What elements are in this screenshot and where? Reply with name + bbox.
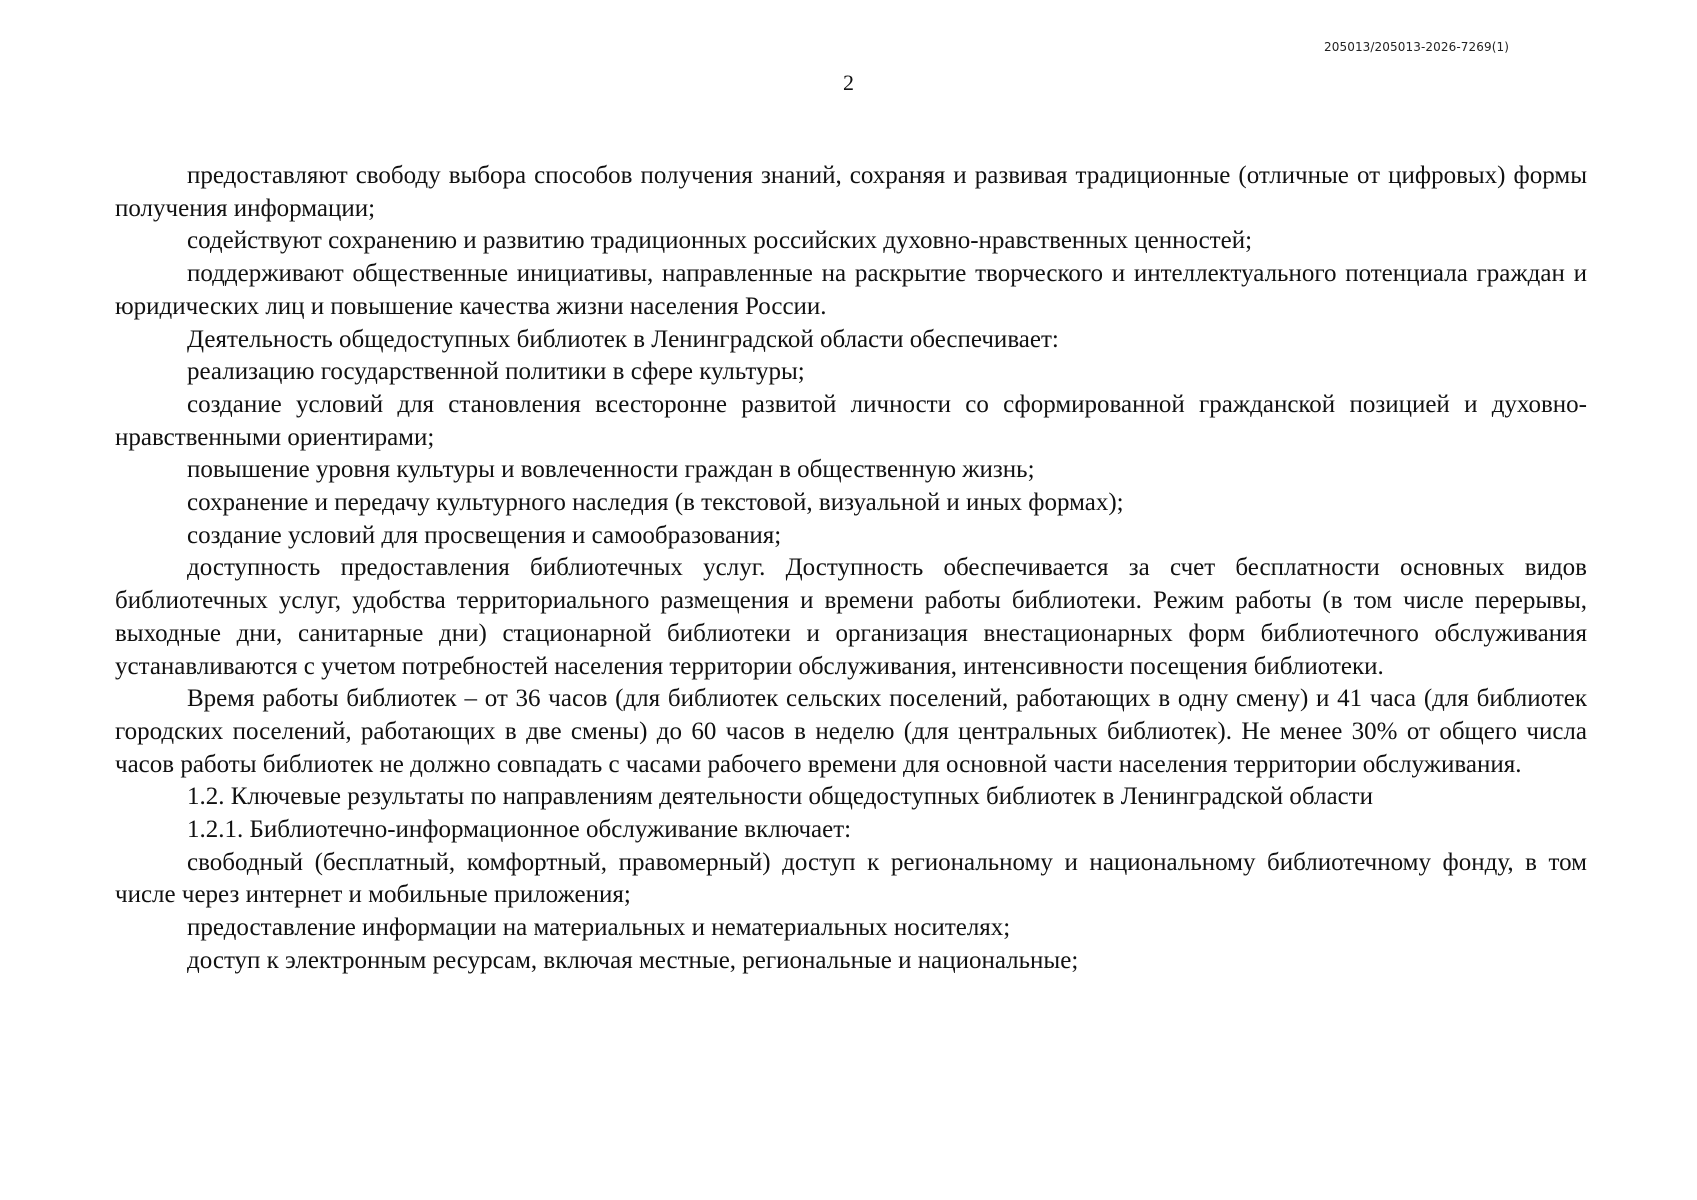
paragraph: повышение уровня культуры и вовлеченности граждан в общественную жизнь;	[187, 456, 1035, 484]
paragraph: сохранение и передачу культурного наследия (в текстовой, визуальной и иных формах);	[187, 489, 1124, 517]
paragraph: Время работы библиотек – от 36 часов (для библиотек сельских поселений, работающих в одну смену) и 41 часа (для библиотек городских поселений, работающих в две смены) до 60 часов в неделю (для центральных библиотек). Не менее 30% от общего числа часов работы библиотек не должно совпадать с часами рабочего времени для основной части населения территории обслуживания.	[115, 685, 1587, 778]
paragraph: Деятельность общедоступных библиотек в Ленинградской области обеспечивает:	[187, 325, 1059, 353]
page-number: 2	[843, 70, 854, 95]
paragraph: создание условий для просвещения и самообразования;	[187, 521, 782, 549]
section-heading: 1.2. Ключевые результаты по направлениям деятельности общедоступных библиотек в Ленинградской области	[187, 783, 1373, 811]
subsection-heading: 1.2.1. Библиотечно-информационное обслуживание включает:	[187, 816, 852, 844]
paragraph: реализацию государственной политики в сфере культуры;	[187, 358, 805, 386]
paragraph: создание условий для становления всесторонне развитой личности со сформированной гражданской позицией и духовно-нравственными ориентирами;	[115, 390, 1587, 451]
paragraph: свободный (бесплатный, комфортный, правомерный) доступ к региональному и национальному библиотечному фонду, в том числе через интернет и мобильные приложения;	[115, 848, 1587, 909]
paragraph: предоставление информации на материальных и нематериальных носителях;	[187, 914, 1011, 942]
document-id: 205013/205013-2026-7269(1)	[1324, 40, 1509, 54]
paragraph: поддерживают общественные инициативы, направленные на раскрытие творческого и интеллектуального потенциала граждан и юридических лиц и повышение качества жизни населения России.	[115, 260, 1587, 320]
paragraph: доступ к электронным ресурсам, включая местные, региональные и национальные;	[187, 946, 1079, 974]
paragraph: доступность предоставления библиотечных услуг. Доступность обеспечивается за счет бесплатности основных видов библиотечных услуг, удобства территориального размещения и времени работы библиотеки. Режим работы (в том числе перерывы, выходные дни, санитарные дни) стационарной библиотеки и организация внестационарных форм библиотечного обслуживания устанавливаются с учетом потребностей населения территории обслуживания, интенсивности посещения библиотеки.	[115, 554, 1587, 680]
paragraph: содействуют сохранению и развитию традиционных российских духовно-нравственных ценностей;	[187, 227, 1253, 255]
paragraph: предоставляют свободу выбора способов получения знаний, сохраняя и развивая традиционные (отличные от цифровых) формы получения информации;	[115, 162, 1587, 222]
document-body	[115, 160, 1587, 978]
